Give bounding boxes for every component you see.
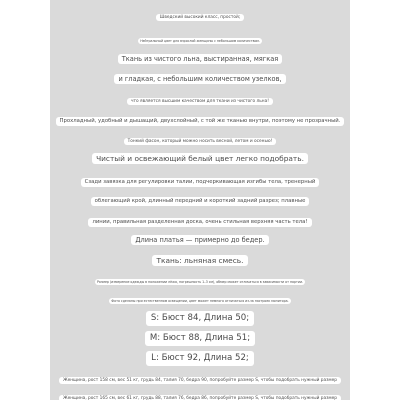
line-comfort xyxy=(50,107,350,126)
description-title: Шведский высокий класс, простой; xyxy=(156,14,244,21)
description-intro: Нейтральный цвет для взрослой женщины с небольшим количеством. xyxy=(140,39,260,43)
line-measure-note xyxy=(50,268,350,287)
model-row-1 xyxy=(50,366,350,385)
fabric-text-1: Ткань из чистого льна, выстиранная, мягкая xyxy=(118,54,282,64)
line-style xyxy=(50,127,350,146)
model-2-text: Женщина, рост 165 см, вес 61 кг, грудь 88, талия 76, бедра 86, попробуйте размер S, чтобы подобрать нужный размер xyxy=(59,395,341,400)
waist-text: Сзади завязка для регулировки талии, подчеркивающая изгибы тела, тренерный xyxy=(81,178,320,187)
comfort-text: Прохладный, удобный и дышащий, двухслойный, с той же тканью внутри, поэтому не прозрачный. xyxy=(56,117,345,126)
size-row-m xyxy=(50,325,350,346)
line-photo-note xyxy=(50,287,350,306)
measure-note-text: Размер (измерение одежды в положении лёжа, погрешность 1–3 см), обмер может отличаться в зависимости от партии. xyxy=(96,280,304,284)
size-row-s xyxy=(50,305,350,326)
size-l-text: L: Бюст 92, Длина 52; xyxy=(146,351,254,366)
size-s-text: S: Бюст 84, Длина 50; xyxy=(146,311,254,326)
line-material xyxy=(50,248,350,267)
length-text: Длина платья — примерно до бедер. xyxy=(131,235,268,245)
line-length xyxy=(50,227,350,246)
product-description-page xyxy=(50,0,350,400)
line-color xyxy=(50,146,350,165)
line-waist xyxy=(50,168,350,187)
line-fabric-3 xyxy=(50,87,350,106)
line-detail xyxy=(50,208,350,227)
line-fabric-2 xyxy=(50,66,350,85)
line-fabric-1 xyxy=(50,46,350,65)
model-row-2 xyxy=(50,384,350,400)
model-1-text: Женщина, рост 158 см, вес 51 кг, грудь 84, талия 70, бедра 90, попробуйте размер S, чтобы подобрать нужный размер xyxy=(59,377,341,384)
photo-note-text: Фото сделаны при естественном освещении, цвет может немного отличаться из-за настроек монитора. xyxy=(111,299,289,303)
fabric-text-2: и гладкая, с небольшим количеством узелков, xyxy=(114,74,285,84)
detail-text: линии, правильная разделенная доска, очень стильная верхняя часть тела! xyxy=(88,218,311,227)
line-cut xyxy=(50,187,350,206)
cut-text: облегающий крой, длинный передний и короткий задний разрез; плавные xyxy=(91,197,310,206)
size-m-text: M: Бюст 88, Длина 51; xyxy=(145,331,255,346)
line-intro xyxy=(50,27,350,46)
color-text: Чистый и освежающий белый цвет легко подобрать. xyxy=(92,153,308,164)
line-title xyxy=(50,3,350,22)
material-text: Ткань: льняная смесь. xyxy=(152,255,247,266)
fabric-text-3: что является высшим качеством для ткани из чистого льна! xyxy=(127,98,273,105)
size-row-l xyxy=(50,345,350,366)
style-text: Тонкий фасон, который можно носить весной, летом и осенью! xyxy=(124,138,277,145)
